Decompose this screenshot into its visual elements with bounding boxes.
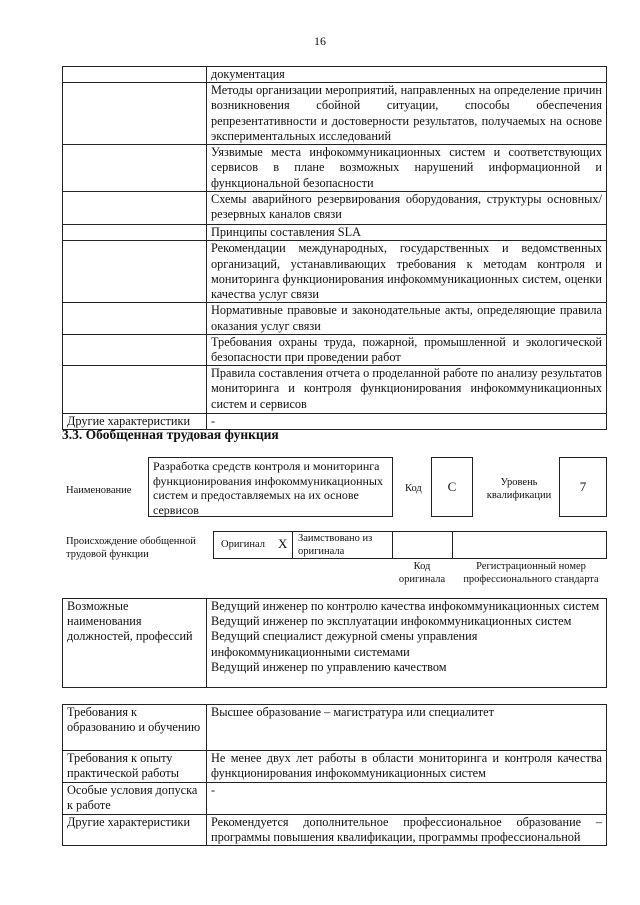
name-label: Наименование xyxy=(66,485,132,496)
table-cell: - xyxy=(207,414,607,430)
knowledge-table xyxy=(62,66,607,430)
name-value-box: Разработка средств контроля и мониторинга функционирования инфокоммуникационных систем и предоставляемых на их основе сервисов xyxy=(148,457,393,517)
origin-code-caption: Код оригинала xyxy=(398,561,446,585)
table-cell-empty xyxy=(63,83,207,145)
experience-label: Требования к опыту практической работы xyxy=(63,751,207,783)
level-label: Уровень квалификации xyxy=(486,477,552,501)
table-cell-empty xyxy=(63,192,207,225)
level-value-box: 7 xyxy=(559,457,607,517)
table-cell-empty xyxy=(63,67,207,83)
origin-label: Происхождение обобщенной трудовой функции xyxy=(66,536,196,560)
table-cell: Методы организации мероприятий, направленных на определение причин возникновения сбойной ситуации, способы обеспечения репрезентативности и достоверности результатов, получаемых на основе экспериментальных исследований xyxy=(207,83,607,145)
list-item: Ведущий специалист дежурной смены управления инфокоммуникационными системами xyxy=(211,629,478,659)
special-label: Особые условия допуска к работе xyxy=(63,783,207,815)
experience-value: Не менее двух лет работы в области мониторинга и контроля качества функционирования инфокоммуникационных систем xyxy=(207,751,607,783)
table-cell-empty xyxy=(63,303,207,334)
code-value-box: C xyxy=(431,457,473,517)
special-value: - xyxy=(207,783,607,815)
table-cell-empty xyxy=(63,145,207,192)
requirements-table xyxy=(62,704,607,846)
table-cell: документация xyxy=(207,67,607,83)
origin-code-cell xyxy=(393,532,453,558)
borrowed-cell xyxy=(293,532,393,558)
table-row-label: Другие характеристики xyxy=(63,414,207,430)
original-mark: X xyxy=(278,536,288,551)
section-title: 3.3. Обобщенная трудовая функция xyxy=(62,427,279,442)
table-cell: Рекомендации международных, государственных и ведомственных организаций, устанавливающих требования к методам контроля и мониторинга функционирования инфокоммуникационных систем, оценки качества услуг связи xyxy=(207,241,607,303)
table-cell: Принципы составления SLA xyxy=(207,225,607,241)
list-item: Ведущий инженер по контролю качества инфокоммуникационных систем xyxy=(211,599,600,613)
table-cell-empty xyxy=(63,241,207,303)
borrowed-label: Заимствовано из оригинала xyxy=(298,533,373,557)
table-cell: Правила составления отчета о проделанной работе по анализу результатов мониторинга и контроля функционирования инфокоммуникационных систем и сервисов xyxy=(207,366,607,414)
table-cell: Схемы аварийного резервирования оборудования, структуры основных/резервных каналов связи xyxy=(207,192,607,225)
list-item: Ведущий инженер по эксплуатации инфокоммуникационных систем xyxy=(211,614,572,629)
reg-number-caption: Регистрационный номер профессионального стандарта xyxy=(463,561,599,585)
table-cell-empty xyxy=(63,334,207,365)
other-label: Другие характеристики xyxy=(63,815,207,846)
positions-table xyxy=(62,598,607,688)
origin-row xyxy=(213,531,607,559)
table-cell-empty xyxy=(63,366,207,414)
table-cell: Требования охраны труда, пожарной, промышленной и экологической безопасности при проведении работ xyxy=(207,334,607,365)
other-value: Рекомендуется дополнительное профессиональное образование – программы повышения квалификации, программы профессиональной xyxy=(207,815,607,846)
table-cell: Уязвимые места инфокоммуникационных систем и соответствующих сервисов в плане возможных нарушений информационной и функциональной безопасности xyxy=(207,145,607,192)
page-number: 16 xyxy=(314,34,326,48)
original-cell xyxy=(214,532,293,558)
reg-number-cell xyxy=(453,532,606,558)
list-item: Ведущий инженер по управлению качеством xyxy=(211,659,447,674)
education-value: Высшее образование – магистратура или специалитет xyxy=(207,705,607,751)
table-cell-empty xyxy=(63,225,207,241)
positions-list xyxy=(207,599,607,688)
table-cell: Нормативные правовые и законодательные акты, определяющие правила оказания услуг связи xyxy=(207,303,607,334)
positions-label: Возможные наименования должностей, профессий xyxy=(63,599,207,688)
education-label: Требования к образованию и обучению xyxy=(63,705,207,751)
original-label: Оригинал xyxy=(221,539,265,550)
code-label: Код xyxy=(405,483,422,494)
